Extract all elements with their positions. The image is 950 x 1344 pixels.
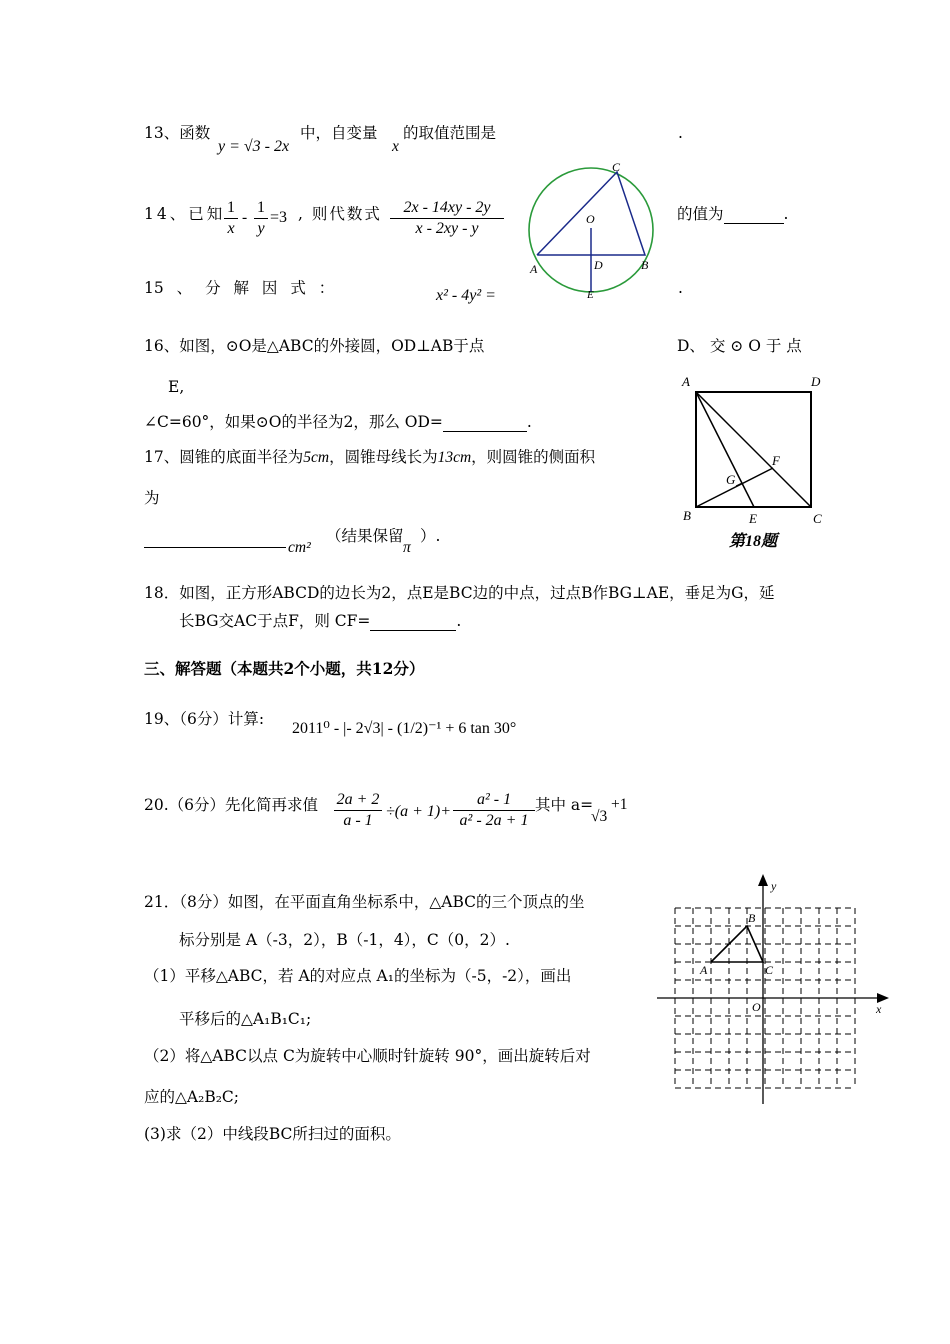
q18-line1: 18．如图，正方形ABCD的边长为2，点E是BC边的中点，过点B作BG⊥AE，垂足为G，延 bbox=[144, 584, 775, 602]
q14-text: , 则代数式 bbox=[298, 205, 382, 223]
q20-plus1: +1 bbox=[611, 796, 628, 813]
label-e: E bbox=[587, 289, 594, 301]
q21-line1: 21．（8分）如图，在平面直角坐标系中，△ABC的三个顶点的坐 bbox=[144, 893, 585, 911]
label-c: C bbox=[765, 963, 774, 977]
q16-line1: 16、如图，⊙O是△ABC的外接圆，OD⊥AB于点 bbox=[144, 337, 485, 355]
q17-line1: 17、圆锥的底面半径为5cm，圆锥母线长为13cm，则圆锥的侧面积 bbox=[144, 448, 596, 466]
q21-line2: 标分别是 A（-3，2），B（-1，4），C（0，2）. bbox=[179, 931, 510, 949]
q21-line5: （2）将△ABC以点 C为旋转中心顺时针旋转 90°，画出旋转后对 bbox=[144, 1047, 591, 1065]
q13-formula: y = √3 - 2x bbox=[218, 138, 290, 155]
q20-frac1: 2a + 2 a - 1 bbox=[334, 790, 382, 831]
q15-expr: x² - 4y² = bbox=[436, 287, 496, 304]
q19-label: 19、（6分）计算: bbox=[144, 710, 265, 728]
q14-minus: - bbox=[242, 209, 248, 226]
diagonal-ac bbox=[696, 392, 811, 507]
q17-note-end: ）. bbox=[420, 527, 441, 545]
q21-line6: 应的△A₂B₂C; bbox=[144, 1088, 240, 1106]
q20-mid: ÷(a + 1)+ bbox=[386, 803, 452, 820]
q13-text3: 的取值范围是 bbox=[403, 124, 497, 142]
q17-pi: π bbox=[403, 539, 411, 556]
q17-line2: 为 bbox=[144, 489, 160, 507]
figure-16-circle bbox=[520, 158, 685, 308]
label-d: D bbox=[594, 258, 603, 272]
q18-line2: 长BG交AC于点F，则 CF= . bbox=[179, 612, 462, 630]
q13-var: x bbox=[392, 138, 399, 155]
q13-label: 13、函数 bbox=[144, 124, 211, 142]
label-b: B bbox=[683, 508, 691, 523]
q17-unit: cm² bbox=[288, 539, 311, 556]
label-a: A bbox=[530, 262, 538, 276]
label-e: E bbox=[749, 511, 757, 526]
label-o: O bbox=[586, 212, 595, 226]
q19-expr: 2011⁰ - |- 2√3| - (1/2)⁻¹ + 6 tan 30° bbox=[292, 720, 517, 737]
q16-line1b: D、 交 ⊙ O 于 点 bbox=[677, 337, 802, 355]
q14-text3: 的值为 . bbox=[677, 205, 789, 223]
q14-rhs: =3 bbox=[270, 209, 288, 226]
q14-label: 14、已知 bbox=[144, 205, 226, 223]
q16-line2: E, bbox=[168, 378, 185, 396]
q13-end: . bbox=[678, 124, 683, 142]
label-o: O bbox=[752, 1000, 761, 1014]
label-c: C bbox=[813, 511, 822, 526]
label-x: x bbox=[876, 1002, 882, 1016]
label-c: C bbox=[612, 160, 621, 174]
label-a: A bbox=[682, 374, 690, 389]
q16-line3: ∠C=60°，如果⊙O的半径为2，那么 OD= . bbox=[144, 413, 532, 431]
q20-label: 20.（6分）先化简再求值 bbox=[144, 796, 319, 814]
label-d: D bbox=[811, 374, 821, 389]
q14-frac1: 1 x bbox=[224, 198, 238, 239]
q13-text: 中，自变量 bbox=[300, 124, 378, 142]
label-g: G bbox=[726, 472, 736, 487]
label-y: y bbox=[771, 879, 777, 893]
q15-label: 15 、 分 解 因 式 ： bbox=[144, 279, 335, 297]
q14-frac2: 1 y bbox=[254, 198, 268, 239]
label-b: B bbox=[748, 911, 756, 925]
label-a: A bbox=[700, 963, 708, 977]
section3-title: 三、解答题（本题共2个小题，共12分） bbox=[144, 659, 425, 678]
segment-ae bbox=[696, 392, 754, 507]
q15-end: . bbox=[678, 279, 683, 297]
q17-line3 bbox=[144, 528, 286, 548]
q21-line4: 平移后的△A₁B₁C₁; bbox=[179, 1010, 312, 1028]
q20-frac2: a² - 1 a² - 2a + 1 bbox=[453, 790, 535, 831]
q21-line7: (3)求（2）中线段BC所扫过的面积。 bbox=[144, 1125, 401, 1143]
y-axis-arrow bbox=[758, 874, 768, 886]
figure-18-square bbox=[675, 372, 835, 557]
figure-21-grid bbox=[655, 872, 895, 1112]
q17-note: （结果保留 bbox=[326, 527, 404, 545]
q20-sqrt3: √3 bbox=[591, 808, 608, 825]
label-f: F bbox=[772, 453, 780, 468]
q21-line3: （1）平移△ABC，若 A的对应点 A₁的坐标为（-5，-2），画出 bbox=[144, 967, 572, 985]
q20-tail: 其中 a= bbox=[535, 796, 594, 814]
figure-caption: 第18题 bbox=[729, 533, 778, 550]
q14-expr: 2x - 14xy - 2y x - 2xy - y bbox=[390, 198, 504, 239]
label-b: B bbox=[641, 258, 649, 272]
